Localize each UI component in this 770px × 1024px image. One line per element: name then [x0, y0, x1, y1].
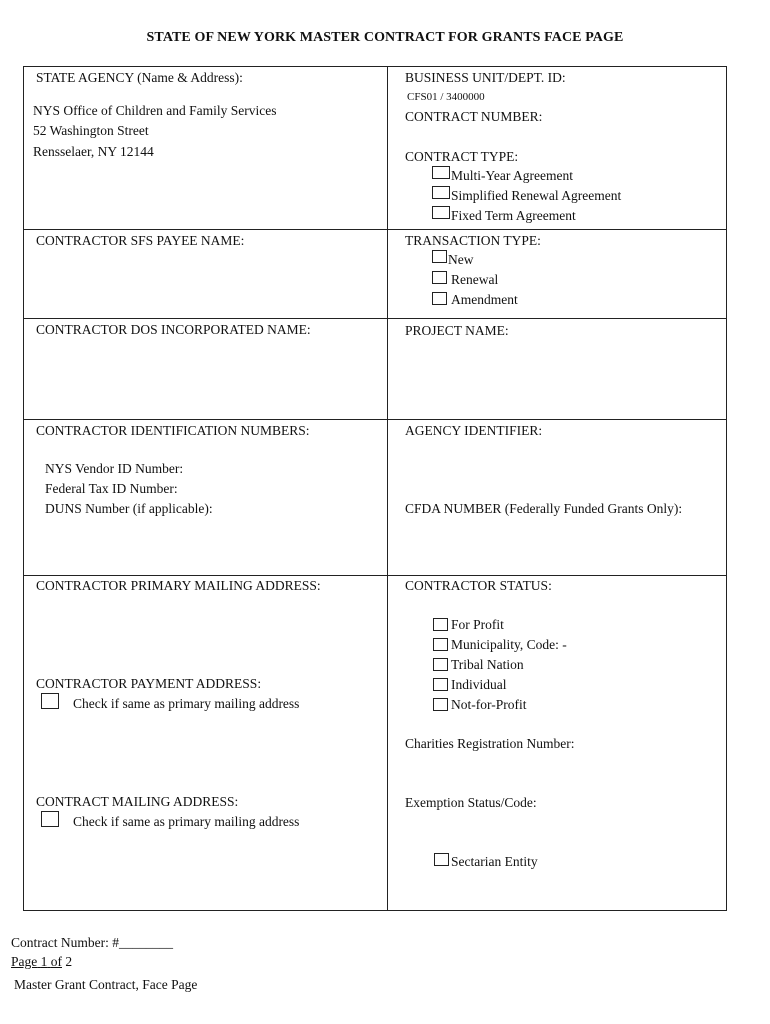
state-agency-label: STATE AGENCY (Name & Address): [36, 70, 243, 85]
column-divider [387, 67, 388, 910]
row-divider-3 [24, 419, 726, 420]
vendor-id-label: NYS Vendor ID Number: [45, 461, 184, 476]
municipality-label: Municipality, Code: - [451, 637, 567, 652]
page-total: 2 [65, 954, 73, 969]
project-name-label: PROJECT NAME: [405, 323, 509, 338]
duns-label: DUNS Number (if applicable): [45, 501, 213, 516]
sectarian-label: Sectarian Entity [451, 854, 538, 869]
agency-city: Rensselaer, NY 12144 [33, 144, 154, 159]
page-number: 1 [40, 954, 48, 969]
footer-page-info [11, 954, 72, 970]
cfda-label: CFDA NUMBER (Federally Funded Grants Only): [405, 501, 683, 516]
individual-label: Individual [451, 677, 507, 692]
same-as-primary-checkbox-1[interactable] [41, 693, 59, 709]
business-unit-value: CFS01 / 3400000 [407, 91, 485, 103]
not-for-profit-checkbox[interactable] [433, 698, 448, 711]
new-checkbox[interactable] [432, 250, 447, 263]
sfs-payee-label: CONTRACTOR SFS PAYEE NAME: [36, 233, 245, 248]
footer-contract-number: Contract Number: #________ [11, 935, 173, 950]
individual-checkbox[interactable] [433, 678, 448, 691]
agency-name: NYS Office of Children and Family Services [33, 103, 277, 118]
page-word: Page [11, 954, 38, 969]
same-as-primary-label-2: Check if same as primary mailing address [73, 814, 300, 829]
same-as-primary-checkbox-2[interactable] [41, 811, 59, 827]
contract-type-label: CONTRACT TYPE: [405, 149, 519, 164]
for-profit-checkbox[interactable] [433, 618, 448, 631]
contract-mailing-label: CONTRACT MAILING ADDRESS: [36, 794, 239, 809]
simplified-renewal-checkbox[interactable] [432, 186, 450, 199]
of-word: of [50, 954, 62, 969]
tribal-nation-checkbox[interactable] [433, 658, 448, 671]
primary-mailing-label: CONTRACTOR PRIMARY MAILING ADDRESS: [36, 578, 321, 593]
same-as-primary-label-1: Check if same as primary mailing address [73, 696, 300, 711]
agency-identifier-label: AGENCY IDENTIFIER: [405, 423, 543, 438]
id-numbers-label: CONTRACTOR IDENTIFICATION NUMBERS: [36, 423, 310, 438]
contractor-status-label: CONTRACTOR STATUS: [405, 578, 552, 593]
business-unit-label: BUSINESS UNIT/DEPT. ID: [405, 70, 566, 85]
charities-label: Charities Registration Number: [405, 736, 575, 751]
simplified-renewal-label: Simplified Renewal Agreement [451, 188, 622, 203]
agency-street: 52 Washington Street [33, 123, 149, 138]
multi-year-label: Multi-Year Agreement [451, 168, 573, 183]
not-for-profit-label: Not-for-Profit [451, 697, 527, 712]
payment-address-label: CONTRACTOR PAYMENT ADDRESS: [36, 676, 262, 691]
tribal-nation-label: Tribal Nation [451, 657, 524, 672]
face-page-form [23, 66, 727, 911]
amendment-checkbox[interactable] [432, 292, 447, 305]
new-label: New [448, 252, 474, 267]
dos-name-label: CONTRACTOR DOS INCORPORATED NAME: [36, 322, 311, 337]
renewal-checkbox[interactable] [432, 271, 447, 284]
renewal-label: Renewal [451, 272, 499, 287]
fixed-term-label: Fixed Term Agreement [451, 208, 576, 223]
row-divider-4 [24, 575, 726, 576]
sectarian-checkbox[interactable] [434, 853, 449, 866]
fixed-term-checkbox[interactable] [432, 206, 450, 219]
amendment-label: Amendment [451, 292, 518, 307]
contract-number-label: CONTRACT NUMBER: [405, 109, 543, 124]
page-title: STATE OF NEW YORK MASTER CONTRACT FOR GRANTS FACE PAGE [146, 30, 624, 45]
multi-year-checkbox[interactable] [432, 166, 450, 179]
row-divider-2 [24, 318, 726, 319]
for-profit-label: For Profit [451, 617, 504, 632]
exemption-label: Exemption Status/Code: [405, 795, 537, 810]
municipality-checkbox[interactable] [433, 638, 448, 651]
footer-doc-name: Master Grant Contract, Face Page [14, 977, 198, 992]
transaction-type-label: TRANSACTION TYPE: [405, 233, 541, 248]
row-divider-1 [24, 229, 726, 230]
federal-tax-id-label: Federal Tax ID Number: [45, 481, 178, 496]
